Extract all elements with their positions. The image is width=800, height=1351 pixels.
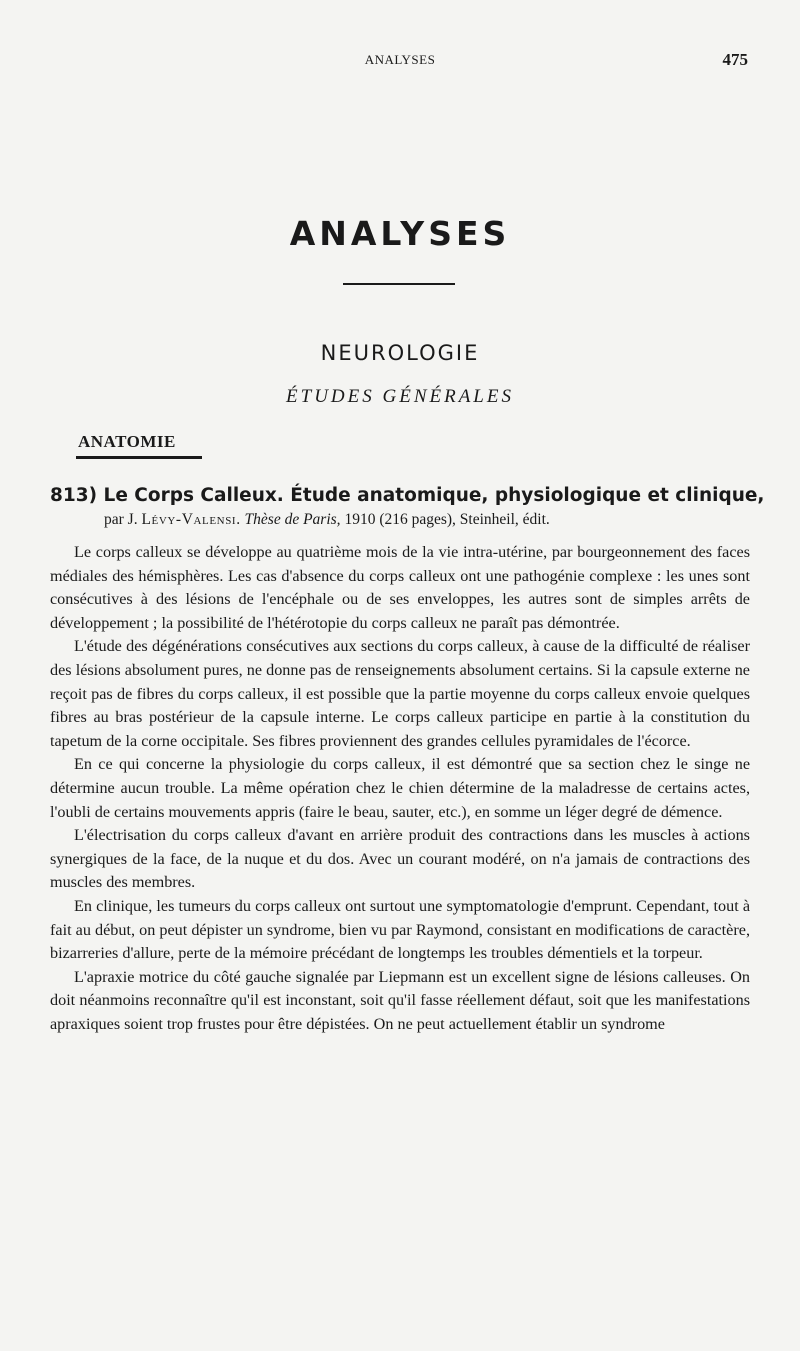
byline-prefix: par J. (104, 511, 138, 528)
entry-title: Le Corps Calleux. Étude anatomique, physiologique et clinique, (103, 485, 765, 506)
entry-byline (104, 509, 750, 531)
paragraph: En clinique, les tumeurs du corps calleux ont surtout une symptomatologie d'emprunt. Cependant, tout à fait au début, on peut dépister un syndrome, bien vu par Raymond, consistant en modifications de caractère, bizarreries d'allure, perte de la mémoire précédant de longtemps les troubles démentiels et la torpeur. (50, 896, 750, 963)
category-rule (76, 456, 202, 459)
entry-heading (50, 483, 765, 531)
entry-body (50, 541, 750, 1036)
entry-details: 1910 (216 pages), Steinheil, édit. (344, 511, 550, 528)
page-number: 475 (722, 50, 748, 69)
category-heading: ANATOMIE (78, 432, 176, 451)
section-title: ANALYSES (289, 214, 511, 253)
entry-number: 813) (50, 485, 98, 506)
subsection-title: NEUROLOGIE (320, 341, 480, 365)
entry-title-line (50, 483, 765, 509)
running-head (50, 52, 750, 72)
paragraph: En ce qui concerne la physiologie du corps calleux, il est démontré que sa section chez le singe ne détermine aucun trouble. La même opération chez le chien détermine de la maladresse de certains actes, l'oubli de certains mouvements appris (faire le beau, sauter, etc.), en somme un léger degré de démence. (50, 755, 750, 821)
entry-author: Lévy-Valensi. (141, 511, 241, 528)
paragraph: L'étude des dégénérations consécutives aux sections du corps calleux, à cause de la difficulté de réaliser des lésions absolument pures, ne donne pas de renseignements absolument certains. Si la capsule externe ne reçoit pas de fibres du corps calleux, il est possible que la partie moyenne du corps calleux envoie quelques fibres au bras postérieur de la capsule interne. Le corps calleux participe en partie à la constitution du tapetum de la corne occipitale. Ses fibres proviennent des grandes cellules pyramidales de l'écorce. (50, 637, 750, 750)
subsubsection-title: ÉTUDES GÉNÉRALES (286, 386, 514, 407)
title-rule (343, 283, 455, 285)
paragraph: L'électrisation du corps calleux d'avant en arrière produit des contractions dans les muscles à actions synergiques de la face, de la nuque et du dos. Avec un courant modéré, on n'a jamais de contractions des muscles des membres. (50, 826, 750, 892)
entry-source: Thèse de Paris, (244, 511, 341, 528)
paragraph: L'apraxie motrice du côté gauche signalée par Liepmann est un excellent signe de lésions calleuses. On doit néanmoins reconnaître qu'il est inconstant, soit qu'il fasse réellement défaut, soit que les manifestations apraxiques soient trop frustes pour être dépistées. On ne peut actuellement établir un syndrome (50, 967, 750, 1033)
paragraph: Le corps calleux se développe au quatrième mois de la vie intra-utérine, par bourgeonnement des faces médiales des hémisphères. Les cas d'absence du corps calleux ont une pathogénie complexe : les unes sont consécutives à des lésions de l'encéphale ou de ses enveloppes, les autres sont de simples arrêts de développement ; la possibilité de l'hétérotopie du corps calleux ne paraît pas démontrée. (50, 543, 750, 632)
running-title: ANALYSES (364, 52, 436, 67)
